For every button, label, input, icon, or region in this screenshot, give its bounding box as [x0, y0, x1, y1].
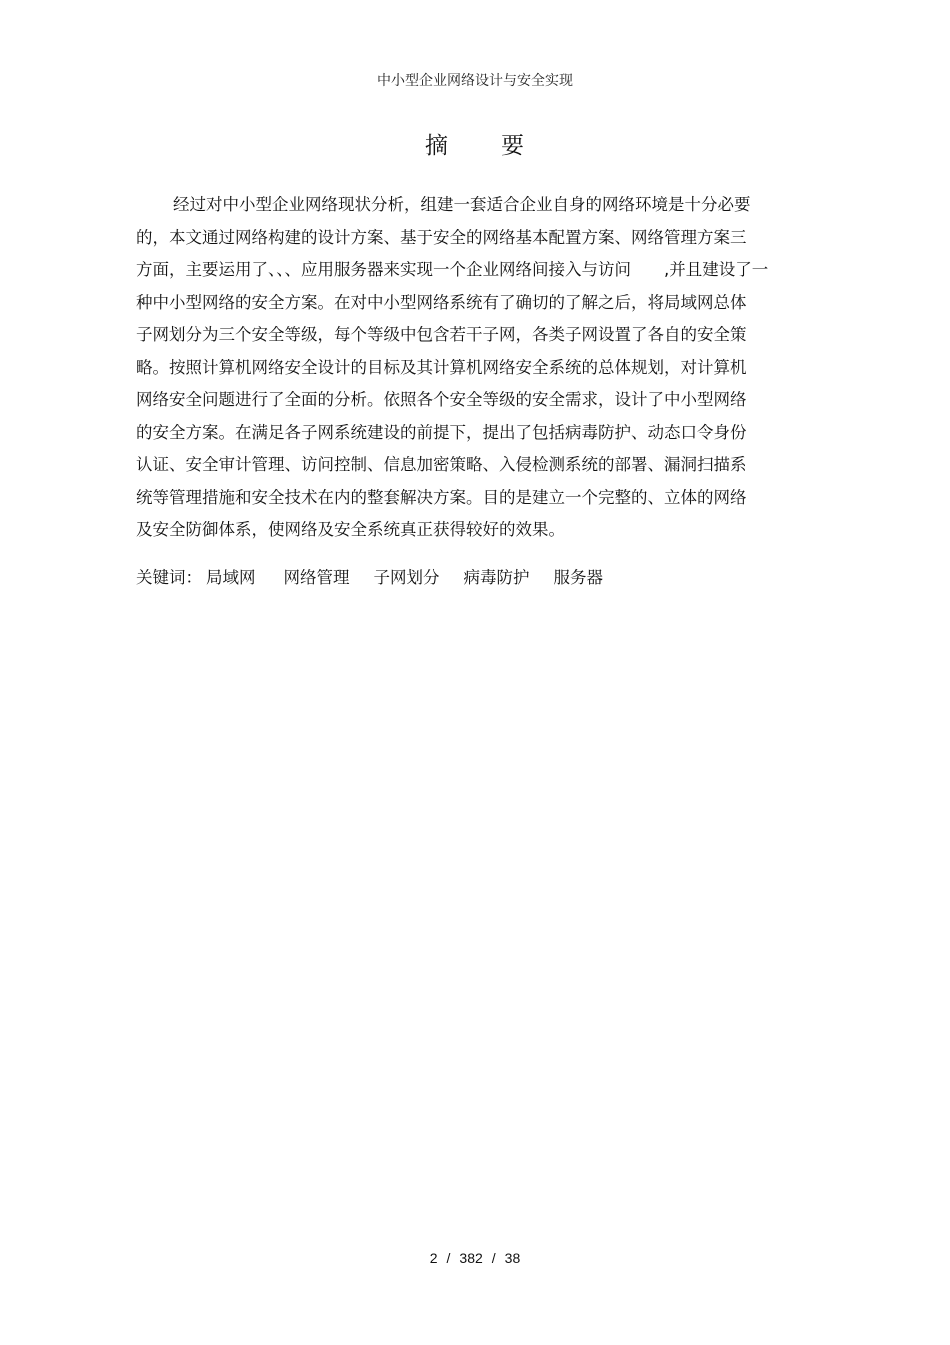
- abstract-line: 种中小型网络的安全方案。在对中小型网络系统有了确切的了解之后，将局域网总体: [136, 292, 747, 312]
- abstract-line: 认证、安全审计管理、访问控制、信息加密策略、入侵检测系统的部署、漏洞扫描系: [136, 455, 747, 474]
- page-title: [0, 127, 950, 160]
- abstract-line: 统等管理措施和安全技术在内的整套解决方案。目的是建立一个完整的、立体的网络: [136, 487, 747, 507]
- keywords-line: [136, 564, 603, 588]
- running-header: 中小型企业网络设计与安全实现: [377, 73, 573, 89]
- abstract-body: [136, 193, 936, 551]
- page-total: 382: [459, 1250, 483, 1266]
- abstract-line: 的安全方案。在满足各子网系统建设的前提下，提出了包括病毒防护、动态口令身份: [136, 422, 747, 442]
- page-number-footer: [0, 1250, 950, 1266]
- abstract-line: 网络安全问题进行了全面的分析。依照各个安全等级的安全需求，设计了中小型网络: [136, 390, 747, 409]
- keyword-item: 局域网: [206, 568, 256, 587]
- keyword-item: 子网划分: [373, 568, 440, 587]
- keywords-label: 关键词：: [136, 568, 202, 587]
- keyword-item: 病毒防护: [463, 568, 530, 587]
- abstract-line: 略。按照计算机网络安全设计的目标及其计算机网络安全系统的总体规划，对计算机: [136, 357, 747, 377]
- abstract-line: 子网划分为三个安全等级，每个等级中包含若干子网，各类子网设置了各自的安全策: [136, 325, 747, 344]
- page-current: 2: [429, 1250, 438, 1266]
- abstract-line: 的，本文通过网络构建的设计方案、基于安全的网络基本配置方案、网络管理方案三: [136, 227, 747, 247]
- abstract-line: 及安全防御体系，使网络及安全系统真正获得较好的效果。: [136, 520, 565, 539]
- abstract-line: 经过对中小型企业网络现状分析，组建一套适合企业自身的网络环境是十分必要: [173, 195, 751, 214]
- keyword-item: 服务器: [553, 568, 603, 587]
- keyword-item: 网络管理: [283, 568, 350, 587]
- abstract-line: 方面，主要运用了、、、应用服务器来实现一个企业网络间接入与访问 ,并且建设了一: [136, 260, 769, 279]
- page-title-char-2: 要: [501, 133, 525, 159]
- page-separator: /: [446, 1250, 451, 1266]
- page-separator: /: [491, 1250, 496, 1266]
- page-last: 38: [504, 1250, 521, 1266]
- page-title-char-1: 摘: [425, 133, 449, 159]
